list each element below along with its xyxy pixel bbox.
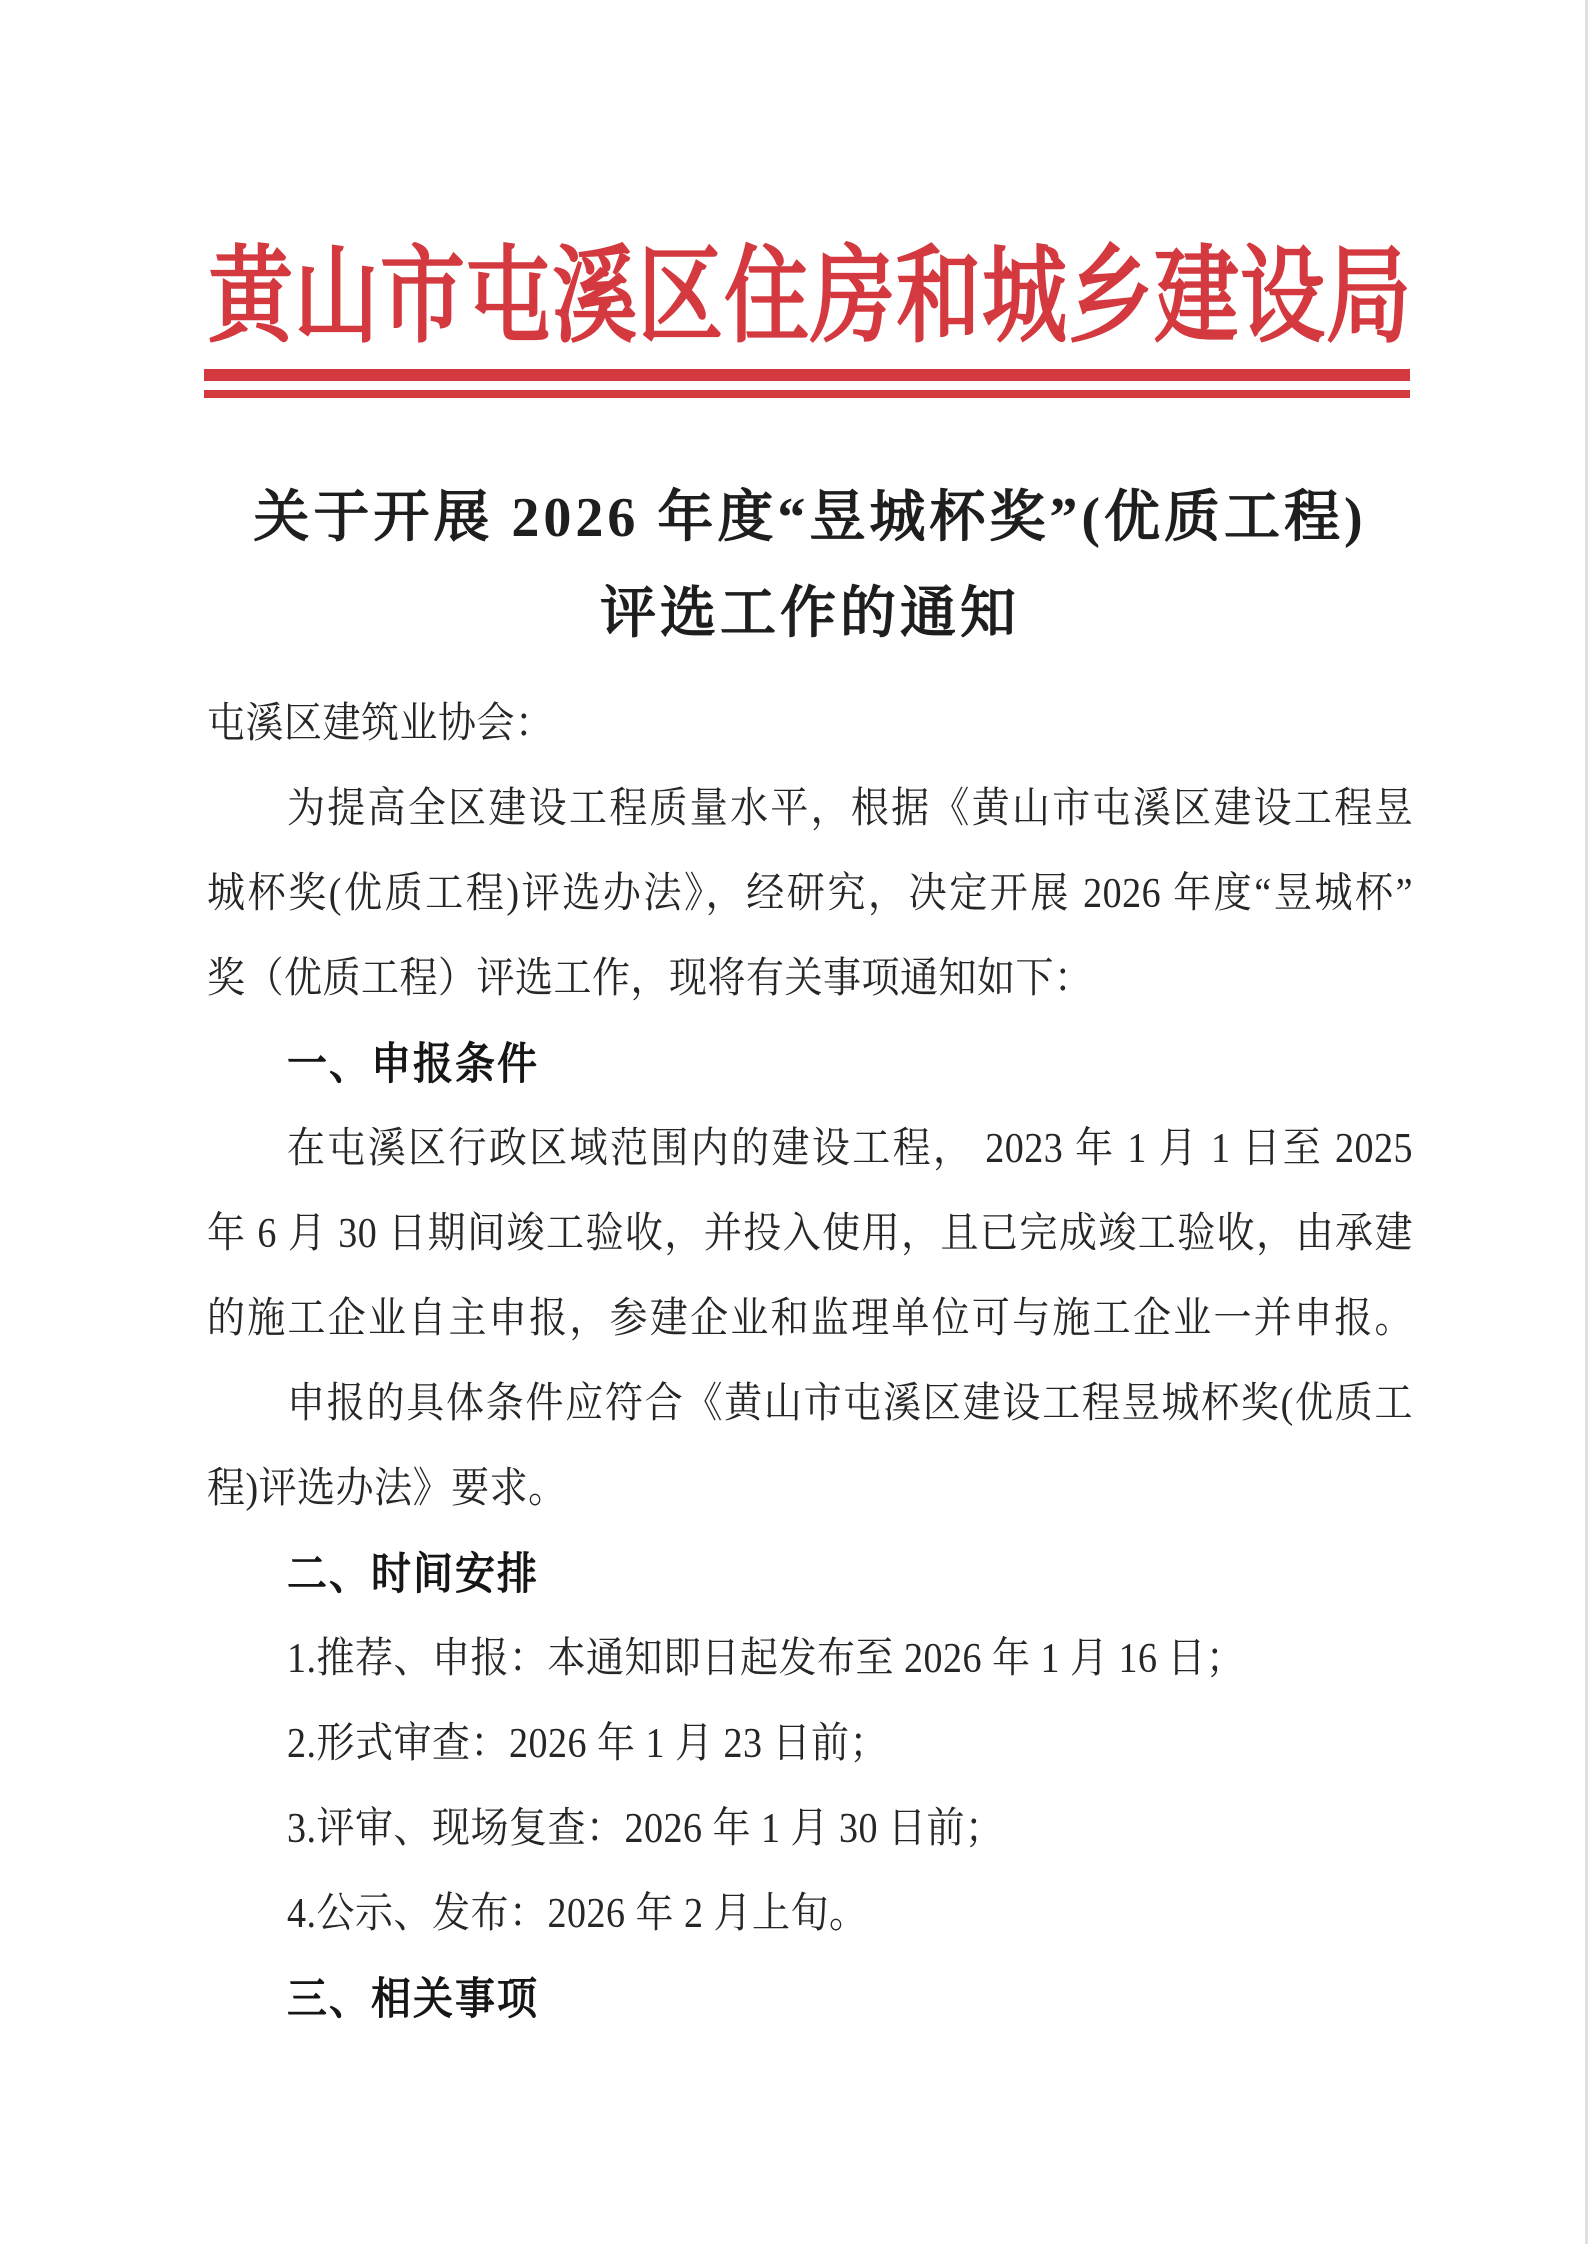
- letterhead-org-title: 黄山市屯溪区住房和城乡建设局: [207, 239, 1412, 356]
- document-title-line-1: 关于开展 2026 年度“昱城杯奖”(优质工程): [253, 487, 1367, 549]
- paragraph-line: 年 6 月 30 日期间竣工验收，并投入使用，且已完成竣工验收，由承建: [207, 1210, 1413, 1258]
- section-heading-1: 一、申报条件: [287, 1039, 539, 1089]
- paragraph-line: 奖（优质工程）评选工作，现将有关事项通知如下：: [207, 955, 1093, 1003]
- section-heading-2: 二、时间安排: [287, 1549, 539, 1599]
- letterhead-rule-thin: [204, 390, 1410, 398]
- paragraph-line: 为提高全区建设工程质量水平，根据《黄山市屯溪区建设工程昱: [287, 785, 1413, 833]
- paragraph-line: 城杯奖(优质工程)评选办法》，经研究，决定开展 2026 年度“昱城杯”: [207, 870, 1413, 918]
- document-title: [207, 470, 1413, 662]
- document-title-line-2: 评选工作的通知: [600, 583, 1020, 645]
- schedule-item-4: 4.公示、发布：2026 年 2 月上旬。: [287, 1890, 868, 1938]
- section-heading-3: 三、相关事项: [287, 1974, 539, 2024]
- paragraph-line: 申报的具体条件应符合《黄山市屯溪区建设工程昱城杯奖(优质工: [287, 1380, 1413, 1428]
- paragraph-line: 程)评选办法》要求。: [207, 1465, 567, 1513]
- paragraph-line: 在屯溪区行政区域范围内的建设工程， 2023 年 1 月 1 日至 2025: [287, 1125, 1413, 1173]
- paragraph-line: 的施工企业自主申报，参建企业和监理单位可与施工企业一并申报。: [207, 1295, 1413, 1343]
- salutation: 屯溪区建筑业协会：: [207, 700, 554, 748]
- schedule-item-3: 3.评审、现场复查：2026 年 1 月 30 日前；: [287, 1805, 1004, 1853]
- letterhead-rule-thick: [204, 369, 1410, 381]
- schedule-item-2: 2.形式审查：2026 年 1 月 23 日前；: [287, 1720, 889, 1768]
- schedule-item-1: 1.推荐、申报：本通知即日起发布至 2026 年 1 月 16 日；: [287, 1635, 1245, 1683]
- document-body: [207, 682, 1413, 2042]
